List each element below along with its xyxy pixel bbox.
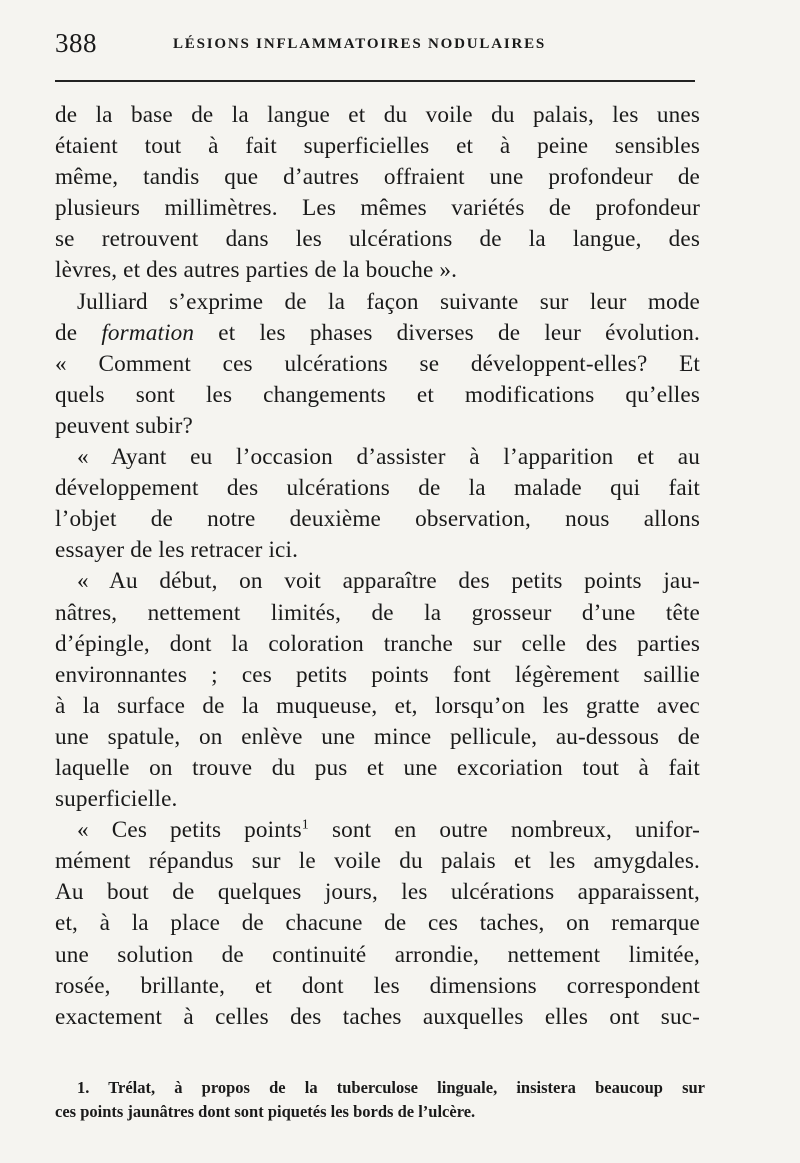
footnote-line: 1. Trélat, à propos de la tuberculose linguale, insistera beaucoup sur bbox=[77, 1078, 705, 1097]
text-line: « Comment ces ulcérations se développent-elles? Et bbox=[55, 350, 700, 377]
footnote-marker: 1 bbox=[301, 817, 309, 833]
text-line: superficielle. bbox=[55, 786, 178, 813]
text-line: d’épingle, dont la coloration tranche sur celle des parties bbox=[55, 630, 700, 657]
footnote-line: ces points jaunâtres dont sont piquetés les bords de l’ulcère. bbox=[55, 1102, 476, 1121]
text-line bbox=[55, 815, 700, 846]
text-line: mément répandus sur le voile du palais et les amygdales. bbox=[55, 848, 700, 875]
text-line bbox=[55, 318, 700, 349]
text-segment: et les phases diverses de leur évolution. bbox=[194, 319, 700, 346]
text-line: environnantes ; ces petits points font légèrement saillie bbox=[55, 661, 700, 688]
text-line: l’objet de notre deuxième observation, nous allons bbox=[55, 506, 700, 533]
body-text bbox=[55, 100, 700, 1033]
text-line: étaient tout à fait superficielles et à peine sensibles bbox=[55, 133, 700, 160]
running-head: LÉSIONS INFLAMMATOIRES NODULAIRES bbox=[173, 36, 547, 52]
text-line: Au bout de quelques jours, les ulcérations apparaissent, bbox=[55, 879, 700, 906]
text-line: « Ayant eu l’occasion d’assister à l’apparition et au bbox=[77, 444, 700, 471]
text-line: laquelle on trouve du pus et une excoriation tout à fait bbox=[55, 754, 700, 781]
text-line: plusieurs millimètres. Les mêmes variétés de profondeur bbox=[55, 195, 700, 222]
header-rule bbox=[55, 80, 695, 82]
text-segment: de bbox=[55, 319, 102, 346]
italic-word: formation bbox=[101, 319, 195, 346]
text-segment: « Ces petits points bbox=[77, 817, 302, 844]
page-header bbox=[55, 28, 695, 68]
text-line: et, à la place de chacune de ces taches, on remarque bbox=[55, 910, 700, 937]
text-line: « Au début, on voit apparaître des petits points jau- bbox=[77, 568, 700, 595]
text-segment: sont en outre nombreux, unifor- bbox=[308, 817, 700, 844]
text-line: rosée, brillante, et dont les dimensions correspondent bbox=[55, 972, 700, 999]
page-number: 388 bbox=[55, 28, 97, 58]
text-line: à la surface de la muqueuse, et, lorsqu’on les gratte avec bbox=[55, 692, 700, 719]
text-line: peuvent subir? bbox=[55, 412, 193, 439]
text-line: une spatule, on enlève une mince pellicule, au-dessous de bbox=[55, 723, 700, 750]
text-line: lèvres, et des autres parties de la bouche ». bbox=[55, 257, 458, 284]
text-line: nâtres, nettement limités, de la grosseur d’une tête bbox=[55, 599, 700, 626]
text-line: essayer de les retracer ici. bbox=[55, 537, 299, 564]
text-line: se retrouvent dans les ulcérations de la langue, des bbox=[55, 226, 700, 253]
footnotes bbox=[55, 1076, 705, 1124]
text-line: quels sont les changements et modifications qu’elles bbox=[55, 381, 700, 408]
text-line: une solution de continuité arrondie, nettement limitée, bbox=[55, 941, 700, 968]
text-line: de la base de la langue et du voile du palais, les unes bbox=[55, 102, 700, 128]
text-line: même, tandis que d’autres offraient une profondeur de bbox=[55, 164, 700, 191]
text-line: développement des ulcérations de la malade qui fait bbox=[55, 475, 700, 502]
text-line: exactement à celles des taches auxquelles elles ont suc- bbox=[55, 1003, 700, 1030]
text-line: Julliard s’exprime de la façon suivante sur leur mode bbox=[77, 288, 700, 315]
